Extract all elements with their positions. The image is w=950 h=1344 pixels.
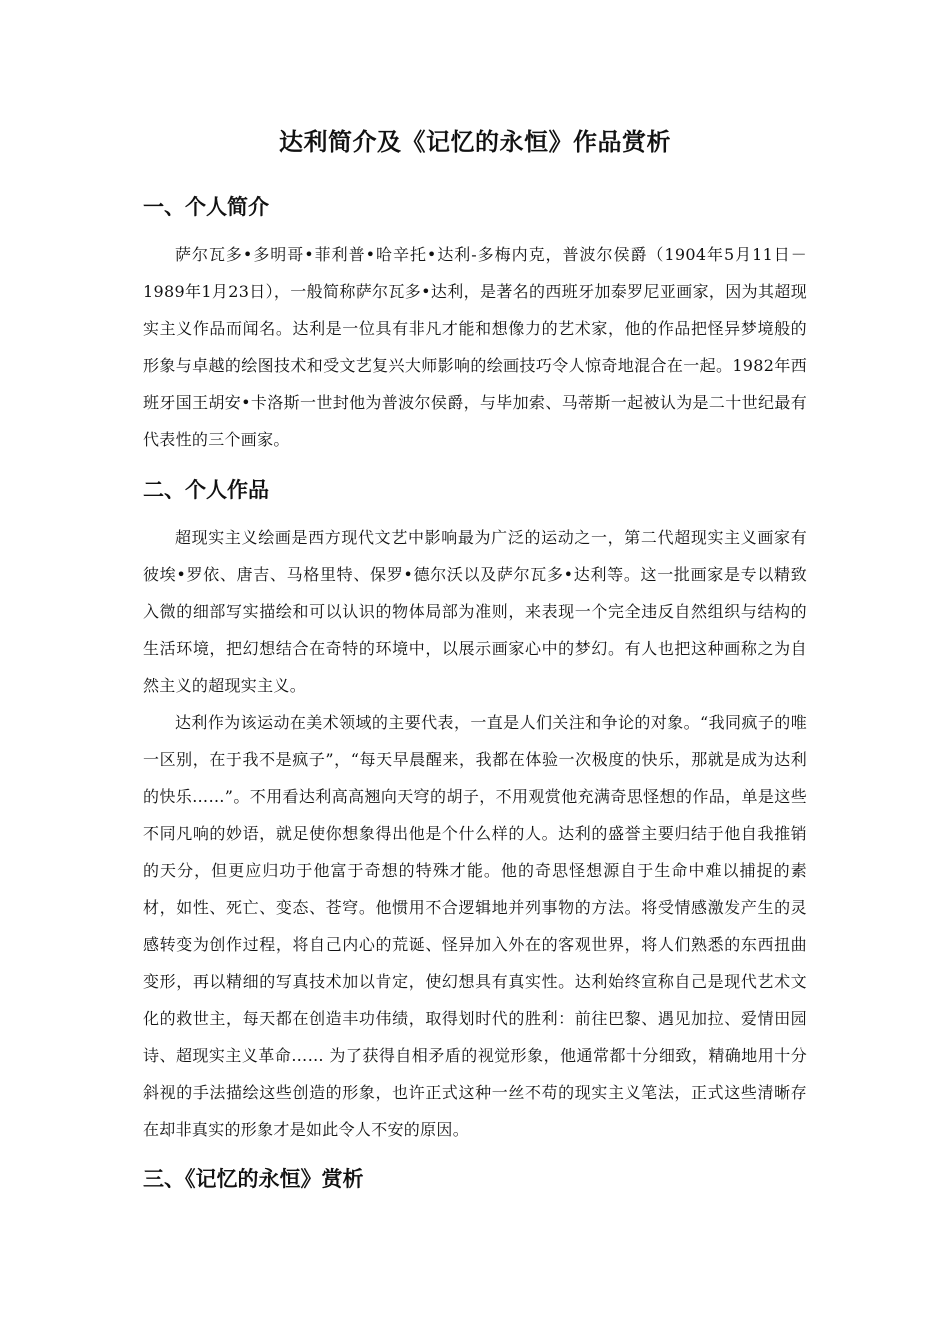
intro-paragraph: 萨尔瓦多•多明哥•菲利普•哈辛托•达利-多梅内克，普波尔侯爵（1904年5月11日－1989年1月23日），一般简称萨尔瓦多•达利，是著名的西班牙加泰罗尼亚画家，因为其超现实主义作品而闻名。达利是一位具有非凡才能和想像力的艺术家，他的作品把怪异梦境般的形象与卓越的绘图技术和受文艺复兴大师影响的绘画技巧令人惊奇地混合在一起。1982年西班牙国王胡安•卡洛斯一世封他为普波尔侯爵，与毕加索、马蒂斯一起被认为是二十世纪最有代表性的三个画家。 [143, 245, 807, 449]
section-heading-appreciation: 三、《记忆的永恒》赏析 [143, 1166, 364, 1191]
section-heading-intro: 一、个人简介 [143, 194, 269, 219]
works-paragraph-1: 超现实主义绘画是西方现代文艺中影响最为广泛的运动之一，第二代超现实主义画家有彼埃•罗依、唐吉、马格里特、保罗•德尔沃以及萨尔瓦多•达利等。这一批画家是专以精致入微的细部写实描绘和可以认识的物体局部为准则，来表现一个完全违反自然组织与结构的生活环境，把幻想结合在奇特的环境中，以展示画家心中的梦幻。有人也把这种画称之为自然主义的超现实主义。 [143, 528, 807, 695]
works-paragraph-2: 达利作为该运动在美术领域的主要代表，一直是人们关注和争论的对象。“我同疯子的唯一区别，在于我不是疯子”，“每天早晨醒来，我都在体验一次极度的快乐，那就是成为达利的快乐……”。不用看达利高高翘向天穹的胡子，不用观赏他充满奇思怪想的作品，单是这些不同凡响的妙语，就足使你想象得出他是个什么样的人。达利的盛誉主要归结于他自我推销的天分，但更应归功于他富于奇想的特殊才能。他的奇思怪想源自于生命中难以捕捉的素材，如性、死亡、变态、苍穹。他惯用不合逻辑地并列事物的方法。将受情感激发产生的灵感转变为创作过程，将自己内心的荒诞、怪异加入外在的客观世界，将人们熟悉的东西扭曲变形，再以精细的写真技术加以肯定，使幻想具有真实性。达利始终宣称自己是现代艺术文化的救世主，每天都在创造丰功伟绩，取得划时代的胜利：前往巴黎、遇见加拉、爱情田园诗、超现实主义革命…… 为了获得自相矛盾的视觉形象，他通常都十分细致，精确地用十分斜视的手法描绘这些创造的形象，也许正式这种一丝不苟的现实主义笔法，正式这些清晰存在却非真实的形象才是如此令人不安的原因。 [143, 713, 807, 1139]
section-heading-works: 二、个人作品 [143, 477, 269, 502]
document-title: 达利简介及《记忆的永恒》作品赏析 [279, 127, 671, 156]
